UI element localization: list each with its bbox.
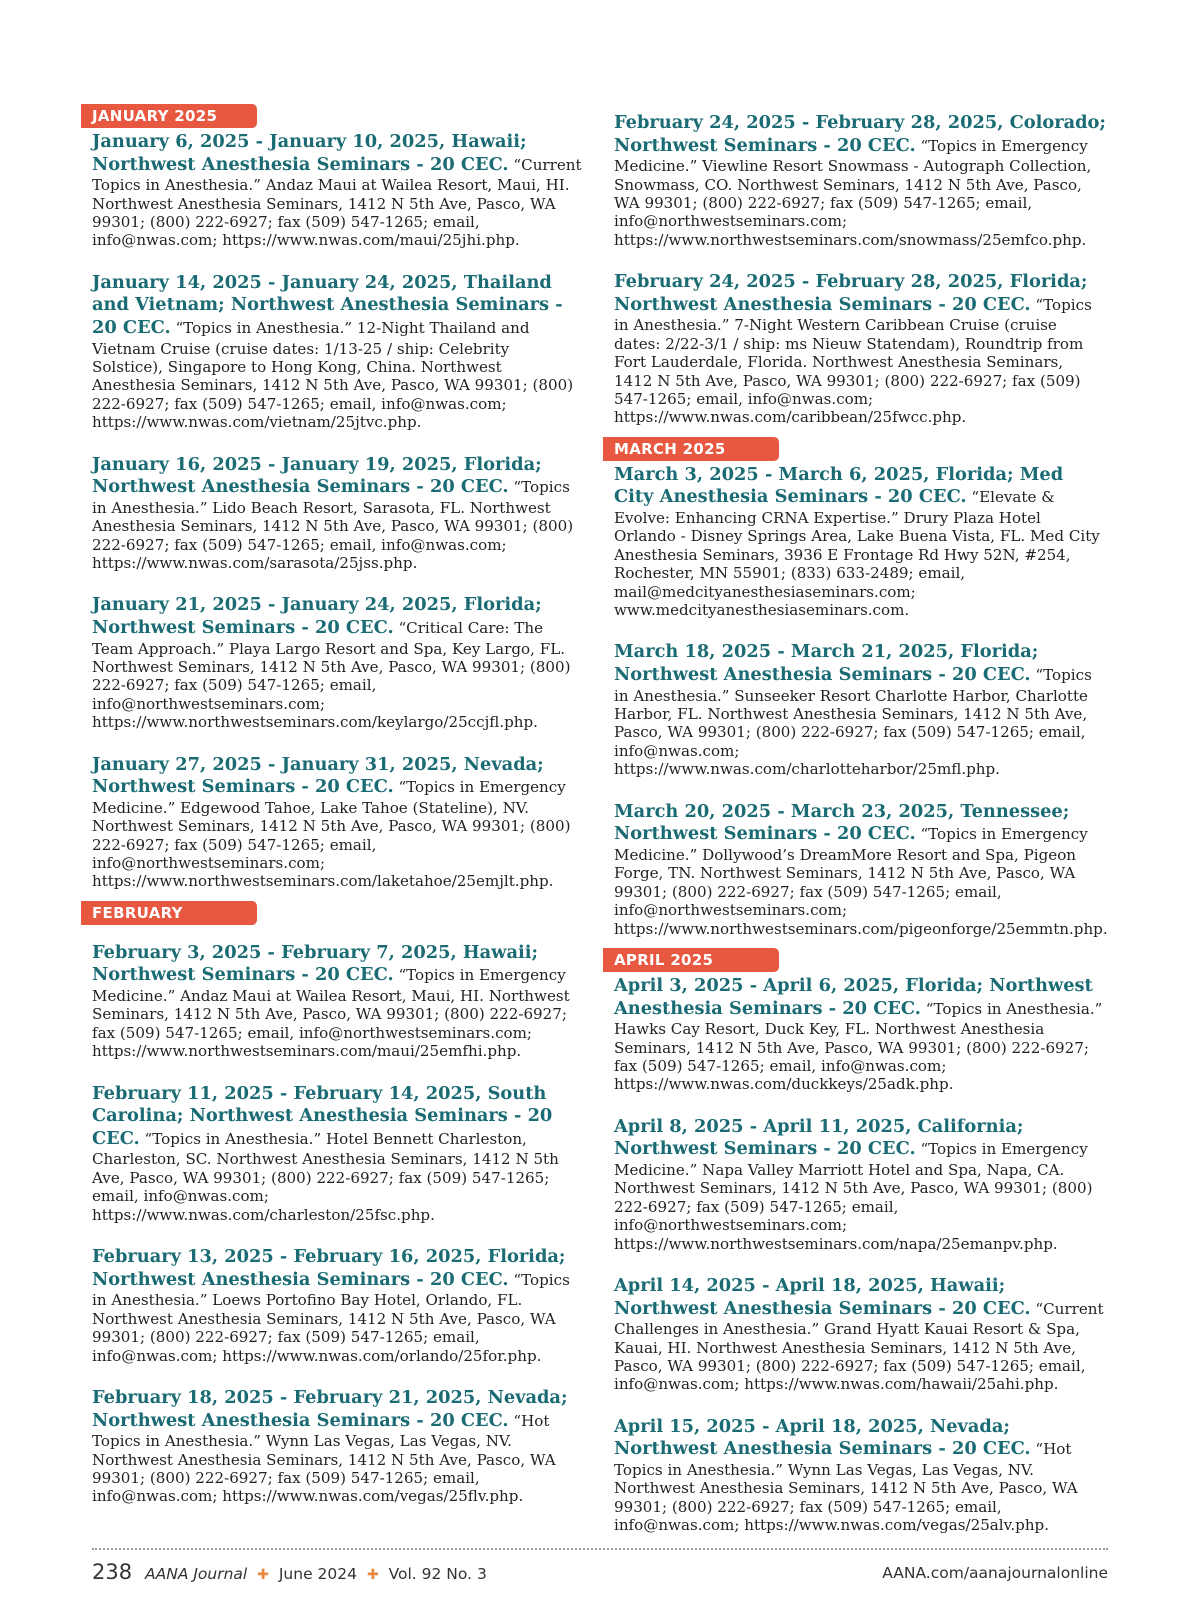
seminar-listing [92, 1387, 584, 1506]
page-footer [92, 1560, 1108, 1588]
volume-issue: Vol. 92 No. 3 [388, 1565, 487, 1583]
listing-details: “Topics in Anesthesia.” Hawks Cay Resort, Duck Key, FL. Northwest Anesthesia Seminars, 1412 N 5th Ave, Pasco, WA 99301; (800) 222-6927; fax (509) 547-1265; email, info@nwas.com; https://www.nwas.com/duckkeys/25adk.php. [614, 999, 1103, 1094]
listing-heading: January 27, 2025 - January 31, 2025, Nevada; Northwest Seminars - 20 CEC. [92, 753, 544, 798]
listing-heading: January 14, 2025 - January 24, 2025, Thailand and Vietnam; Northwest Anesthesia Seminars - 20 CEC. [92, 271, 563, 338]
seminar-listing [92, 594, 584, 731]
journal-website-link[interactable]: AANA.com/aanajournalonline [882, 1564, 1108, 1582]
seminar-listing [92, 754, 584, 891]
seminar-listing [614, 975, 1106, 1094]
listing-details: “Current Challenges in Anesthesia.” Grand Hyatt Kauai Resort & Spa, Kauai, HI. Northwest Anesthesia Seminars, 1412 N 5th Ave, Pasco, WA 99301; (800) 222-6927; fax (509) 547-1265; email, info@nwas.com; https://www.nwas.com/hawaii/25ahi.php. [614, 1299, 1104, 1394]
listing-heading: April 14, 2025 - April 18, 2025, Hawaii; Northwest Anesthesia Seminars - 20 CEC. [614, 1274, 1031, 1319]
listing-heading: April 15, 2025 - April 18, 2025, Nevada; Northwest Anesthesia Seminars - 20 CEC. [614, 1415, 1031, 1460]
listing-details: “Topics in Emergency Medicine.” Edgewood Tahoe, Lake Tahoe (Stateline), NV. Northwest Seminars, 1412 N 5th Ave, Pasco, WA 99301; (800) 222-6927; fax (509) 547-1265; email, info@northwestseminars.com; https://www.northwestseminars.com/laketahoe/25emjlt.php. [92, 778, 571, 891]
listing-details: “Critical Care: The Team Approach.” Playa Largo Resort and Spa, Key Largo, FL. Northwest Seminars, 1412 N 5th Ave, Pasco, WA 99301; (800) 222-6927; fax (509) 547-1265; email, info@northwestseminars.com; https://www.northwestseminars.com/keylargo/25ccjfl.php. [92, 619, 571, 732]
seminar-listing [614, 1416, 1106, 1535]
seminar-listing [92, 131, 584, 250]
listing-heading: March 20, 2025 - March 23, 2025, Tennessee; Northwest Seminars - 20 CEC. [614, 800, 1070, 845]
listing-details: “Topics in Anesthesia.” Lido Beach Resort, Sarasota, FL. Northwest Anesthesia Seminars, 1412 N 5th Ave, Pasco, WA 99301; (800) 222-6927; fax (509) 547-1265; email, info@nwas.com; https://www.nwas.com/sarasota/25jss.php. [92, 478, 574, 573]
listing-details: “Hot Topics in Anesthesia.” Wynn Las Vegas, Las Vegas, NV. Northwest Anesthesia Seminars, 1412 N 5th Ave, Pasco, WA 99301; (800) 222-6927; fax (509) 547-1265; email, info@nwas.com; https://www.nwas.com/vegas/25flv.php. [92, 1411, 556, 1506]
seminar-listing [614, 641, 1106, 778]
seminar-listing [92, 942, 584, 1061]
listing-heading: January 6, 2025 - January 10, 2025, Hawaii; Northwest Anesthesia Seminars - 20 CEC. [92, 131, 527, 175]
seminar-listing [92, 1083, 584, 1224]
listing-details: “Topics in Emergency Medicine.” Viewline Resort Snowmass - Autograph Collection, Snowmass, CO. Northwest Seminars, 1412 N 5th Ave, Pasco, WA 99301; (800) 222-6927; fax (509) 547-1265; email, info@northwestseminars.com; https://www.northwestseminars.com/snowmass/25emfco.php. [614, 136, 1092, 249]
listing-heading: February 24, 2025 - February 28, 2025, Florida; Northwest Anesthesia Seminars - 20 CEC. [614, 271, 1088, 315]
issue-date: June 2024 [278, 1565, 357, 1583]
listing-details: “Current Topics in Anesthesia.” Andaz Maui at Wailea Resort, Maui, HI. Northwest Anesthesia Seminars, 1412 N 5th Ave, Pasco, WA 99301; (800) 222-6927; fax (509) 547-1265; email, info@nwas.com; https://www.nwas.com/maui/25jhi.php. [92, 155, 582, 250]
listing-details: “Elevate & Evolve: Enhancing CRNA Expertise.” Drury Plaza Hotel Orlando - Disney Springs Area, Lake Buena Vista, FL. Med City Anesthesia Seminars, 3936 E Frontage Rd Hwy 52N, #254, Rochester, MN 55901; (833) 633-2489; email, mail@medcityanesthesiaseminars.com; www.medcityanesthesiaseminars.com. [614, 488, 1100, 620]
seminar-listing [92, 1246, 584, 1365]
seminar-listing [92, 454, 584, 573]
listing-details: “Topics in Emergency Medicine.” Dollywood’s DreamMore Resort and Spa, Pigeon Forge, TN. Northwest Seminars, 1412 N 5th Ave, Pasco, WA 99301; (800) 222-6927; fax (509) 547-1265; email, info@northwestseminars.com; https://www.northwestseminars.com/pigeonforge/25emmtn.php. [614, 825, 1108, 938]
listing-details: “Topics in Anesthesia.” Loews Portofino Bay Hotel, Orlando, FL. Northwest Anesthesia Seminars, 1412 N 5th Ave, Pasco, WA 99301; (800) 222-6927; fax (509) 547-1265; email, info@nwas.com; https://www.nwas.com/orlando/25for.php. [92, 1270, 570, 1365]
separator-icon: ✚ [366, 1567, 379, 1583]
journal-name: AANA Journal [145, 1565, 248, 1583]
listing-heading: March 18, 2025 - March 21, 2025, Florida; Northwest Anesthesia Seminars - 20 CEC. [614, 641, 1039, 686]
month-heading: FEBRUARY 2025 [81, 901, 257, 925]
listing-heading: April 3, 2025 - April 6, 2025, Florida; Northwest Anesthesia Seminars - 20 CEC. [614, 974, 1093, 1019]
listing-details: “Topics in Emergency Medicine.” Napa Valley Marriott Hotel and Spa, Napa, CA. Northwest Seminars, 1412 N 5th Ave, Pasco, WA 99301; (800) 222-6927; fax (509) 547-1265; email, info@northwestseminars.com; https://www.northwestseminars.com/napa/25emanpv.php. [614, 1140, 1093, 1253]
right-column [614, 112, 1106, 1557]
listing-heading: January 21, 2025 - January 24, 2025, Florida; Northwest Seminars - 20 CEC. [92, 594, 542, 639]
footer-citation [92, 1560, 487, 1584]
listing-heading: January 16, 2025 - January 19, 2025, Florida; Northwest Anesthesia Seminars - 20 CEC. [92, 453, 542, 498]
seminar-listing [614, 112, 1106, 249]
listing-heading: March 3, 2025 - March 6, 2025, Florida; Med City Anesthesia Seminars - 20 CEC. [614, 463, 1064, 508]
listing-heading: February 3, 2025 - February 7, 2025, Hawaii; Northwest Seminars - 20 CEC. [92, 941, 539, 986]
seminar-listing [614, 1116, 1106, 1253]
seminar-listing [92, 272, 584, 432]
left-column [92, 104, 584, 1528]
listing-heading: February 13, 2025 - February 16, 2025, Florida; Northwest Anesthesia Seminars - 20 CEC. [92, 1246, 566, 1290]
footer-divider [92, 1548, 1108, 1550]
listing-heading: February 18, 2025 - February 21, 2025, Nevada; Northwest Anesthesia Seminars - 20 CEC. [92, 1386, 568, 1431]
seminar-listing [614, 464, 1106, 620]
seminar-listing [614, 271, 1106, 427]
listing-details: “Hot Topics in Anesthesia.” Wynn Las Vegas, Las Vegas, NV. Northwest Anesthesia Seminars, 1412 N 5th Ave, Pasco, WA 99301; (800) 222-6927; fax (509) 547-1265; email, info@nwas.com; https://www.nwas.com/vegas/25alv.php. [614, 1440, 1078, 1535]
listing-details: “Topics in Anesthesia.” Hotel Bennett Charleston, Charleston, SC. Northwest Anesthesia Seminars, 1412 N 5th Ave, Pasco, WA 99301; (800) 222-6927; fax (509) 547-1265; email, info@nwas.com; https://www.nwas.com/charleston/25fsc.php. [92, 1129, 559, 1224]
separator-icon: ✚ [257, 1567, 269, 1583]
seminar-listing [614, 1275, 1106, 1394]
listing-details: “Topics in Anesthesia.” 12-Night Thailand and Vietnam Cruise (cruise dates: 1/13-25 / ship: Celebrity Solstice), Singapore to Hong Kong, China. Northwest Anesthesia Seminars, 1412 N 5th Ave, Pasco, WA 99301; (800) 222-6927; fax (509) 547-1265; email, info@nwas.com; https://www.nwas.com/vietnam/25jtvc.php. [92, 319, 574, 432]
month-heading: MARCH 2025 [603, 437, 779, 461]
listing-details: “Topics in Anesthesia.” Sunseeker Resort Charlotte Harbor, Charlotte Harbor, FL. Northwest Anesthesia Seminars, 1412 N 5th Ave, Pasco, WA 99301; (800) 222-6927; fax (509) 547-1265; email, info@nwas.com; https://www.nwas.com/charlotteharbor/25mfl.php. [614, 666, 1092, 779]
page-number: 238 [92, 1560, 133, 1584]
listing-details: “Topics in Emergency Medicine.” Andaz Maui at Wailea Resort, Maui, HI. Northwest Seminars, 1412 N 5th Ave, Pasco, WA 99301; (800) 222-6927; fax (509) 547-1265; email, info@northwestseminars.com; https://www.northwestseminars.com/maui/25emfhi.php. [92, 966, 570, 1061]
seminar-listing [614, 801, 1106, 938]
listing-heading: February 24, 2025 - February 28, 2025, Colorado; Northwest Seminars - 20 CEC. [614, 112, 1106, 156]
month-heading: JANUARY 2025 [81, 104, 257, 128]
month-heading: APRIL 2025 [603, 948, 779, 972]
listing-heading: April 8, 2025 - April 11, 2025, California; Northwest Seminars - 20 CEC. [614, 1115, 1024, 1160]
listing-details: “Topics in Anesthesia.” 7-Night Western Caribbean Cruise (cruise dates: 2/22-3/1 / ship: ms Nieuw Statendam), Roundtrip from Fort Lauderdale, Florida. Northwest Anesthesia Seminars, 1412 N 5th Ave, Pasco, WA 99301; (800) 222-6927; fax (509) 547-1265; email, info@nwas.com; https://www.nwas.com/caribbean/25fwcc.php. [614, 295, 1092, 427]
listing-heading: February 11, 2025 - February 14, 2025, South Carolina; Northwest Anesthesia Seminars - 20 CEC. [92, 1082, 553, 1149]
